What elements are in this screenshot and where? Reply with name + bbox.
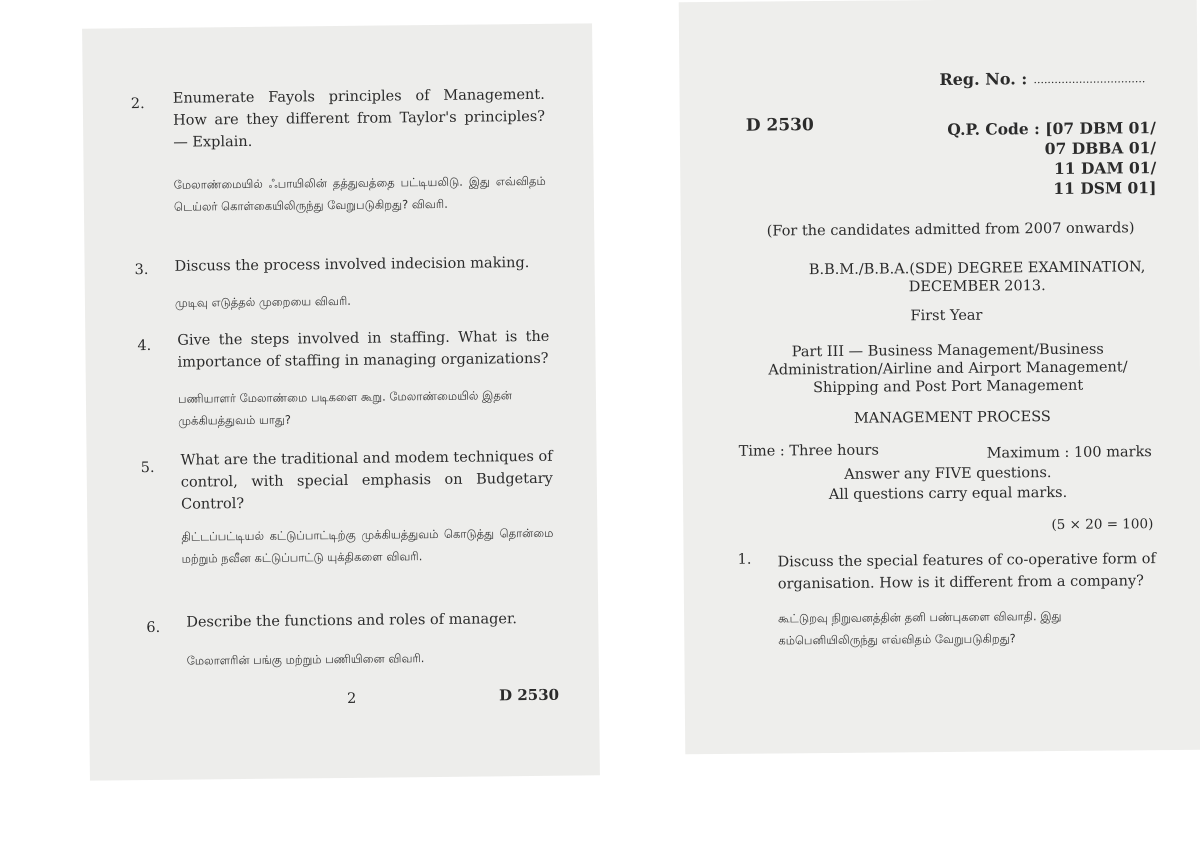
part-line-3: Shipping and Post Port Management [812, 377, 1084, 397]
question-5-number: 5. [140, 459, 155, 477]
instruction-2: All questions carry equal marks. [828, 484, 1068, 503]
question-3-english: Discuss the process involved indecision making. [174, 255, 530, 275]
qp-code-line-4: 11 DSM 01] [1053, 178, 1157, 199]
page-number: 2 [347, 690, 357, 707]
qp-code-block [930, 118, 1157, 200]
exam-title [777, 258, 1177, 297]
question-4-number: 4. [137, 337, 152, 355]
question-1-number: 1. [737, 551, 752, 568]
candidates-note: (For the candidates admitted from 2007 onwards) [766, 220, 1135, 240]
reg-no-label: Reg. No. : [939, 69, 1028, 90]
part-line-1: Part III — Business Management/Business [791, 341, 1104, 361]
qp-code-line-2: 07 DBBA 01/ [1044, 138, 1157, 159]
right-page [679, 0, 1200, 754]
question-2-english: Enumerate Fayols principles of Management. How are they different from Taylor's principles? — Explain. [172, 86, 546, 151]
question-4-tamil: பணியாளர் மேலாண்மை படிகளை கூறு. மேலாண்மையில் இதன் முக்கியத்துவம் யாது? [177, 388, 512, 428]
question-3-tamil: முடிவு எடுத்தல் முறையை விவரி. [174, 293, 351, 310]
question-5-english: What are the traditional and modem techniques of control, with special emphasis on Budgetary Control? [180, 448, 553, 513]
question-3-number: 3. [134, 262, 149, 279]
subject-title: MANAGEMENT PROCESS [853, 409, 1051, 427]
reg-no-field: ................................ [1033, 72, 1146, 87]
marks-formula: (5 × 20 = 100) [1051, 516, 1154, 534]
exam-title-line-2: DECEMBER 2013. [908, 278, 1046, 296]
paper-code: D 2530 [745, 115, 814, 136]
footer-code: D 2530 [498, 685, 560, 705]
question-5-tamil: திட்டப்பட்டியல் கட்டுப்பாட்டிற்கு முக்கியத்துவம் கொடுத்து தொன்மை மற்றும் நவீன கட்டுப்பாட்டு யுக்திகளை விவரி. [181, 525, 554, 566]
instruction-1: Answer any FIVE questions. [844, 465, 1052, 483]
question-1-english: Discuss the special features of co-operative form of organisation. How is it different from a company? [777, 551, 1156, 593]
part-line-2: Administration/Airline and Airport Management/ [768, 359, 1128, 379]
qp-code-line-3: 11 DAM 01/ [1053, 158, 1157, 179]
question-6-english: Describe the functions and roles of manager. [186, 611, 517, 631]
year-label: First Year [910, 307, 983, 325]
question-6-tamil: மேலாளரின் பங்கு மற்றும் பணியினை விவரி. [186, 651, 425, 668]
question-6-number: 6. [146, 619, 161, 637]
part-block [738, 340, 1158, 398]
question-4-english: Give the steps involved in staffing. What is the importance of staffing in managing organizations? [177, 328, 550, 371]
maximum-marks: Maximum : 100 marks [986, 444, 1152, 462]
exam-title-line-1: B.B.M./B.B.A.(SDE) DEGREE EXAMINATION, [808, 259, 1146, 279]
qp-code-line-1: Q.P. Code : [07 DBM 01/ [947, 118, 1156, 139]
question-1-tamil: கூட்டுறவு நிறுவனத்தின் தனி பண்புகளை விவாதி. இது கம்பெனியிலிருந்து எவ்விதம் வேறுபடுகிறது? [778, 608, 1062, 648]
question-2-number: 2. [130, 96, 145, 113]
left-page [82, 23, 600, 780]
question-2-tamil: மேலாண்மையில் ஃபாயிலின் தத்துவத்தை பட்டியலிடு. இது எவ்விதம் டெய்லர் கொள்கையிலிருந்து வேறுபடுகிறது? விவரி. [173, 173, 546, 214]
time-label: Time : Three hours [738, 442, 879, 460]
